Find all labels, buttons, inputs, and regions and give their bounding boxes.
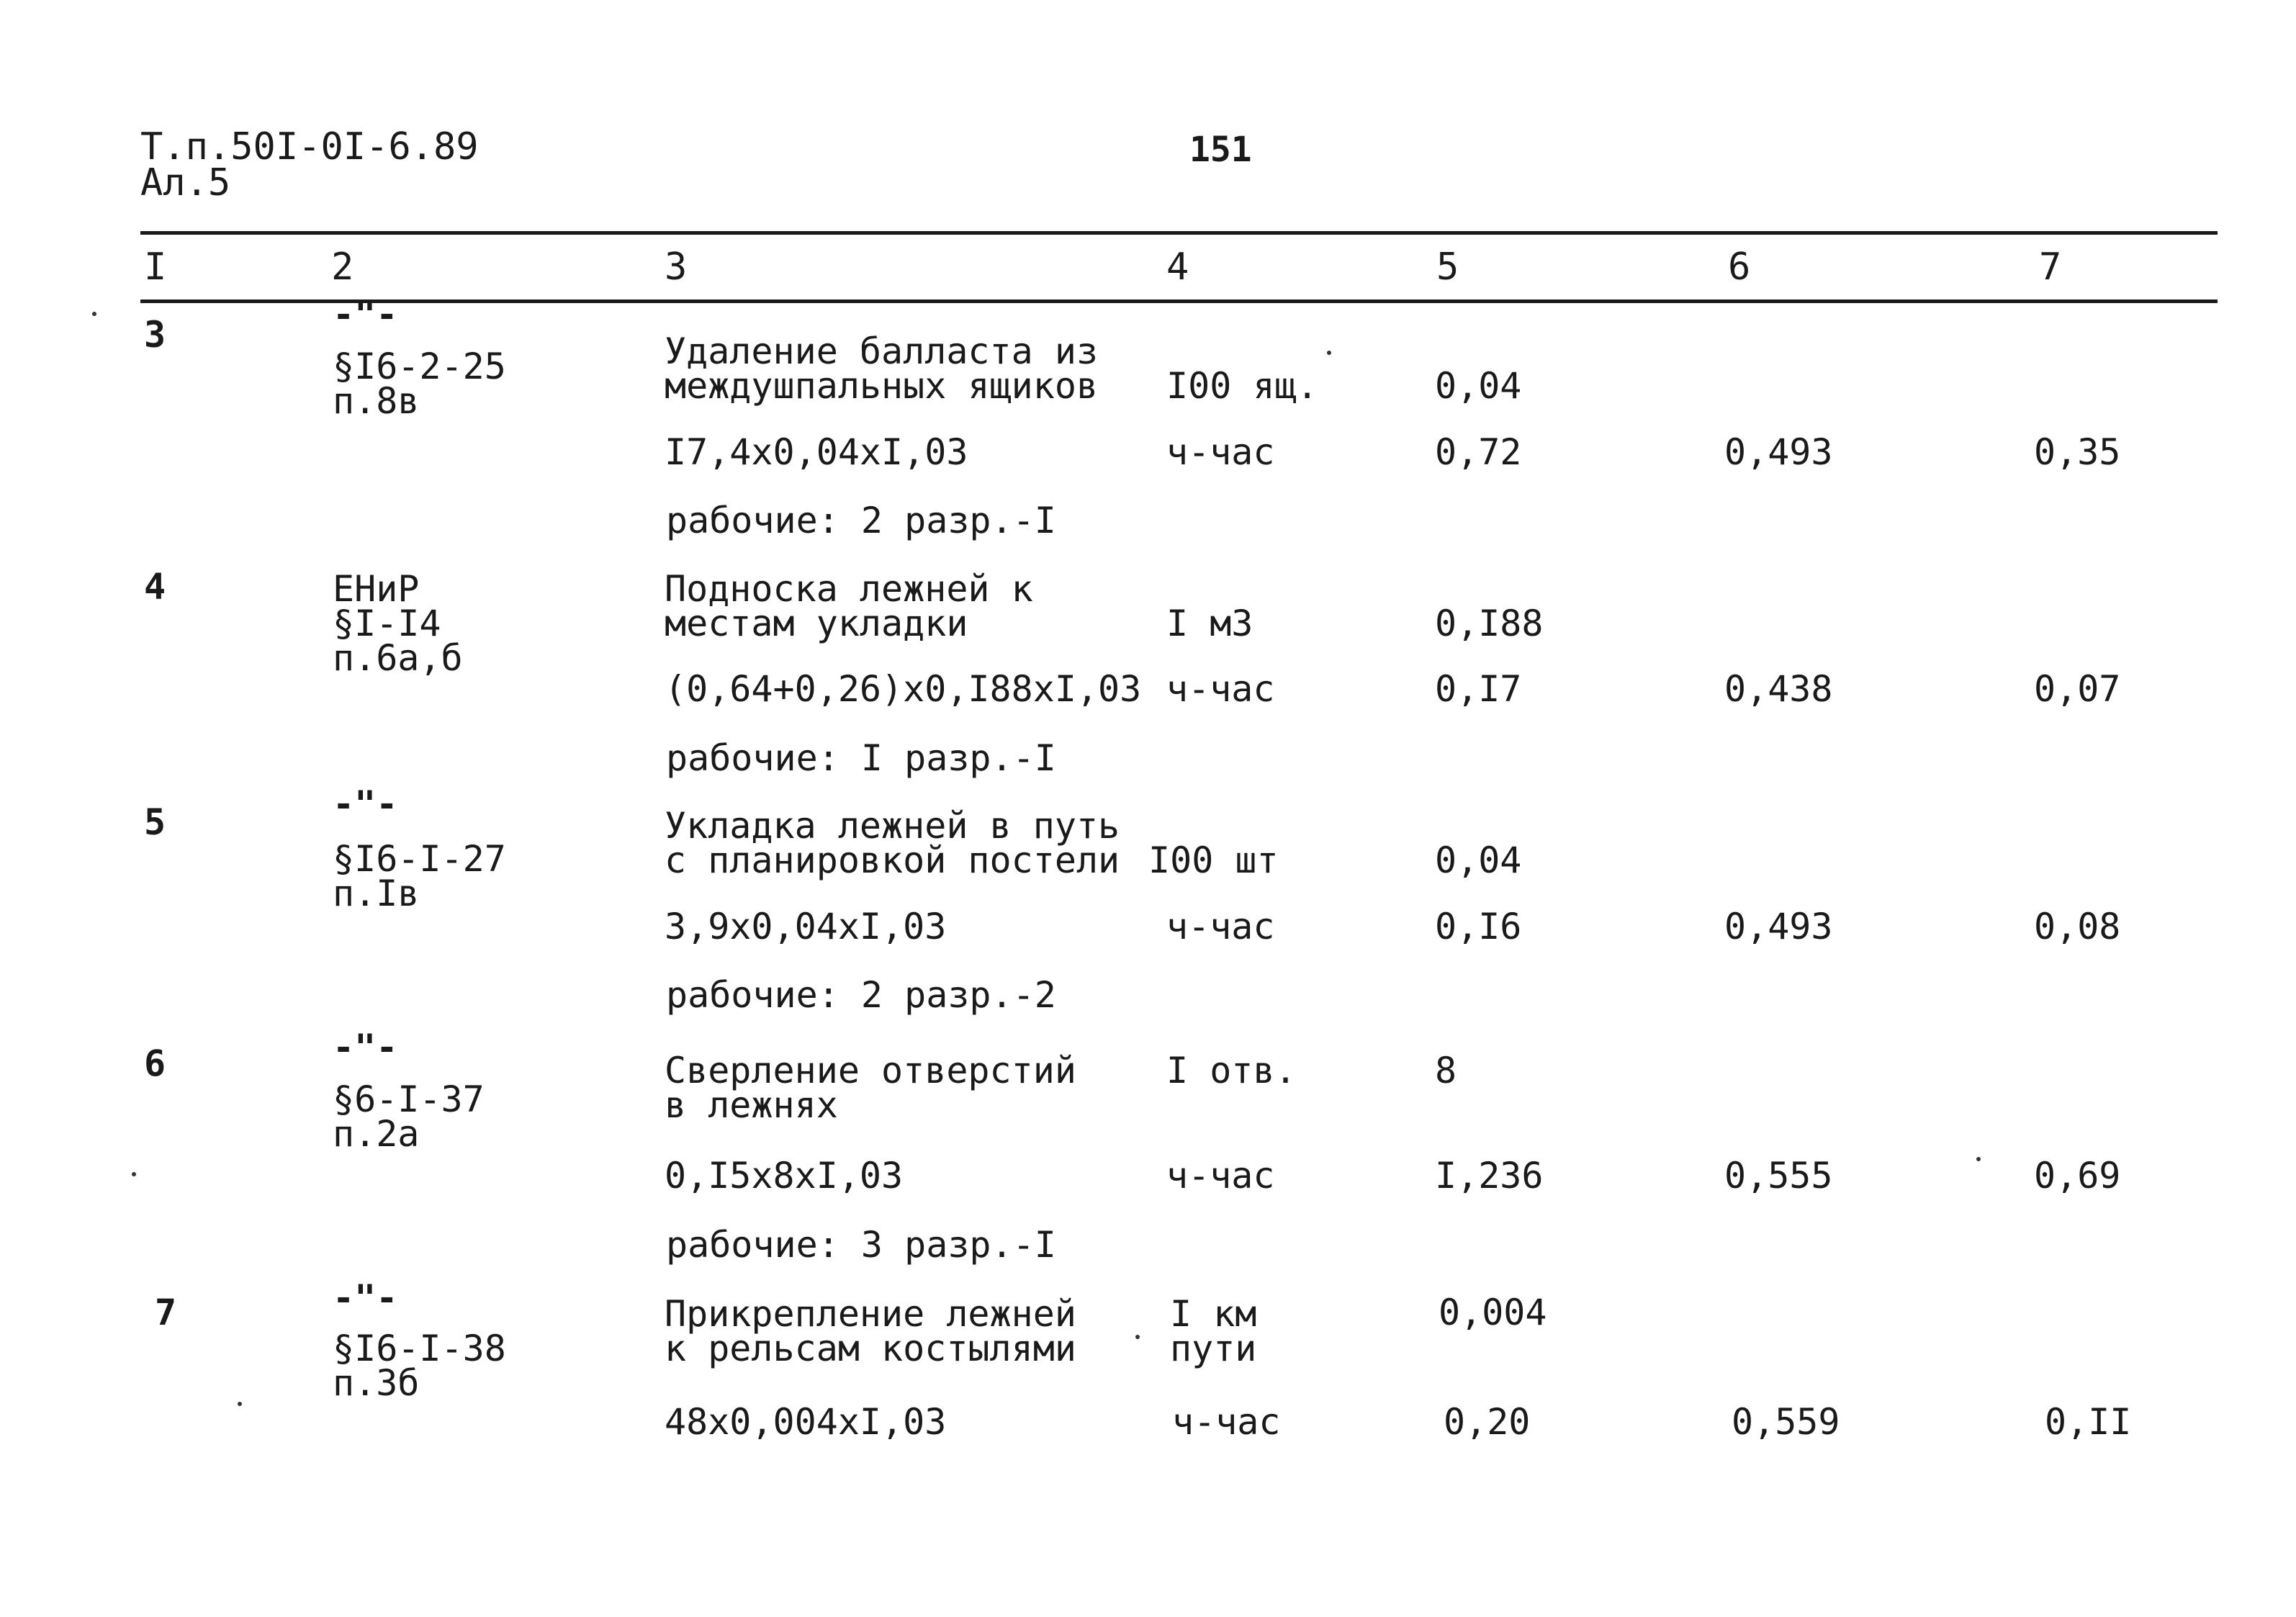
- row-unit: I м3: [1166, 603, 1253, 644]
- row-workers: рабочие: 2 разр.-I: [666, 500, 1056, 541]
- row-quantity: 0,I88: [1435, 603, 1544, 644]
- scan-speck: [92, 312, 96, 316]
- row-calc-unit: ч-час: [1172, 1401, 1281, 1443]
- scan-speck: [1976, 1157, 1981, 1161]
- row-unit: I км: [1170, 1293, 1257, 1335]
- column-header-1: I: [144, 246, 167, 289]
- scan-speck: [238, 1402, 242, 1406]
- row-quantity: 0,004: [1439, 1292, 1547, 1333]
- row-labor: 0,72: [1435, 431, 1522, 473]
- row-workers: рабочие: I разр.-I: [666, 737, 1056, 779]
- row-description-line: Подноска лежней к: [665, 568, 1033, 610]
- row-unit: I00 ящ.: [1166, 365, 1318, 407]
- row-calc-unit: ч-час: [1166, 1155, 1275, 1197]
- row-rate: 0,493: [1724, 431, 1833, 473]
- row-description-line: Удаление балласта из: [665, 330, 1099, 372]
- row-unit: I отв.: [1166, 1050, 1297, 1091]
- row-cost: 0,69: [2034, 1155, 2121, 1197]
- column-header-5: 5: [1436, 246, 1459, 289]
- row-calculation: 0,I5x8xI,03: [665, 1155, 904, 1197]
- row-calc-unit: ч-час: [1166, 431, 1275, 473]
- row-reference-line: п.8в: [333, 380, 420, 422]
- album-number: Ал.5: [140, 161, 231, 204]
- row-cost: 0,II: [2045, 1401, 2132, 1443]
- column-header-7: 7: [2039, 246, 2062, 289]
- row-quantity: 8: [1435, 1050, 1457, 1091]
- row-labor: I,236: [1435, 1155, 1544, 1197]
- row-number: 7: [155, 1292, 177, 1333]
- row-reference-line: п.Iв: [333, 873, 420, 914]
- row-description-line: к рельсам костылями: [665, 1328, 1076, 1369]
- row-reference-line: -"-: [333, 783, 398, 825]
- row-number: 6: [144, 1042, 166, 1084]
- header-bottom-rule: [140, 299, 2218, 303]
- row-calculation: 48x0,004xI,03: [665, 1401, 947, 1443]
- row-reference-line: §6-I-37: [333, 1078, 485, 1120]
- row-rate: 0,555: [1724, 1155, 1833, 1197]
- row-reference-line: §I6-I-38: [333, 1328, 506, 1369]
- row-number: 5: [144, 801, 166, 843]
- row-reference-line: п.3б: [333, 1362, 420, 1404]
- row-description-line: с планировкой постели: [665, 839, 1120, 881]
- column-header-6: 6: [1728, 246, 1751, 289]
- row-description-line: Сверление отверстий: [665, 1050, 1076, 1091]
- row-description-line: Прикрепление лежней: [665, 1293, 1076, 1335]
- scan-speck: [1327, 351, 1331, 355]
- row-cost: 0,08: [2034, 906, 2121, 947]
- row-quantity: 0,04: [1435, 839, 1522, 881]
- table-top-rule: [140, 231, 2218, 235]
- row-workers: рабочие: 3 разр.-I: [666, 1224, 1056, 1266]
- column-header-4: 4: [1166, 246, 1189, 289]
- row-unit: пути: [1170, 1328, 1257, 1369]
- row-description-line: местам укладки: [665, 603, 968, 644]
- row-number: 3: [144, 314, 166, 356]
- column-header-2: 2: [331, 246, 354, 289]
- row-rate: 0,493: [1724, 906, 1833, 947]
- row-calculation: 3,9x0,04xI,03: [665, 906, 947, 947]
- row-cost: 0,35: [2034, 431, 2121, 473]
- row-rate: 0,438: [1724, 668, 1833, 710]
- row-workers: рабочие: 2 разр.-2: [666, 974, 1056, 1016]
- row-unit: I00 шт: [1148, 839, 1279, 881]
- row-description-line: Укладка лежней в путь: [665, 805, 1120, 847]
- row-labor: 0,20: [1444, 1401, 1531, 1443]
- column-header-3: 3: [665, 246, 688, 289]
- row-reference-line: §I6-I-27: [333, 838, 506, 880]
- row-reference-line: п.2а: [333, 1113, 420, 1155]
- scan-speck: [1135, 1335, 1140, 1339]
- scan-speck: [132, 1172, 136, 1176]
- row-reference-line: п.6а,б: [333, 637, 463, 679]
- row-reference-line: ЕНиР: [333, 568, 420, 610]
- row-reference-line: -"-: [333, 1027, 398, 1068]
- row-reference-line: -"-: [333, 1277, 398, 1319]
- row-description-line: междушпальных ящиков: [665, 365, 1099, 407]
- row-labor: 0,I7: [1435, 668, 1522, 710]
- row-labor: 0,I6: [1435, 906, 1522, 947]
- row-description-line: в лежнях: [665, 1084, 838, 1126]
- row-reference-line: -"-: [333, 294, 398, 335]
- row-calculation: I7,4x0,04xI,03: [665, 431, 968, 473]
- page-number: 151: [1189, 130, 1252, 170]
- row-calculation: (0,64+0,26)x0,I88xI,03: [665, 668, 1142, 710]
- row-reference-line: §I-I4: [333, 603, 441, 644]
- row-calc-unit: ч-час: [1166, 668, 1275, 710]
- row-rate: 0,559: [1732, 1401, 1840, 1443]
- row-number: 4: [144, 566, 166, 608]
- row-cost: 0,07: [2034, 668, 2121, 710]
- row-reference-line: §I6-2-25: [333, 346, 506, 387]
- row-quantity: 0,04: [1435, 365, 1522, 407]
- document-code: Т.п.50I-0I-6.89: [140, 125, 479, 168]
- row-calc-unit: ч-час: [1166, 906, 1275, 947]
